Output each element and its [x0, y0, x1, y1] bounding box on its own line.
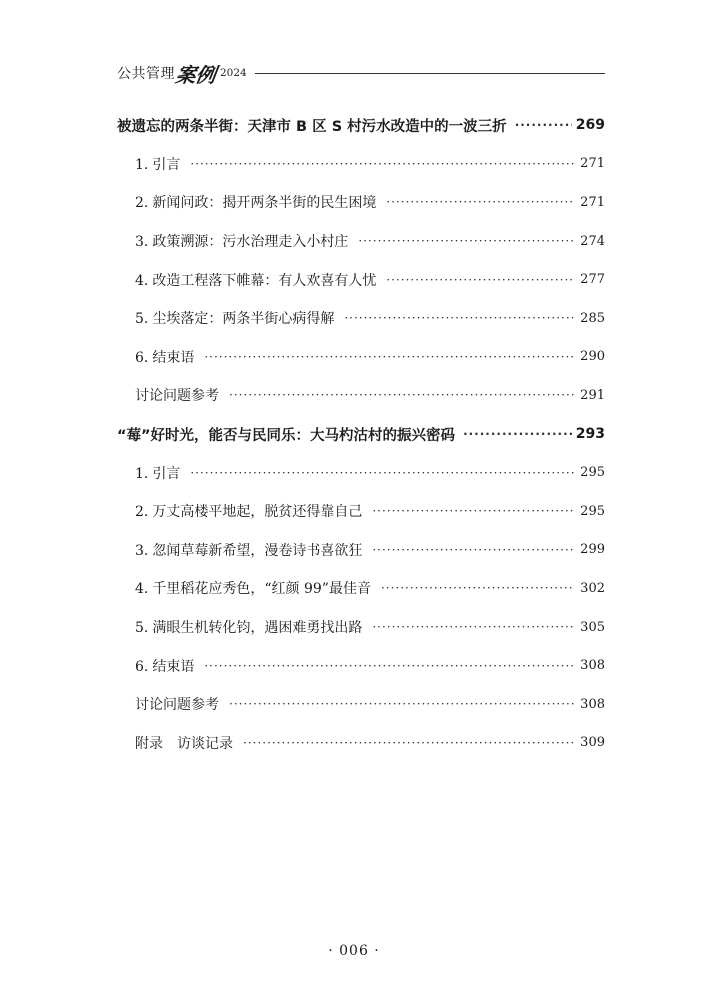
toc-entry-title [135, 578, 371, 598]
table-of-contents [117, 106, 605, 762]
toc-entry-text: 被遗忘的两条半街：天津市 B 区 S 村污水改造中的一波三折 [117, 118, 507, 135]
toc-entry-title [135, 308, 334, 328]
toc-entry-title [135, 617, 362, 637]
toc-entry-text: 新闻问政：揭开两条半街的民生困境 [152, 195, 377, 212]
leader-dots [243, 736, 574, 750]
series-title-stylized: 案例 [174, 62, 218, 87]
toc-case-entry[interactable] [117, 415, 605, 454]
series-year: 2024 [220, 67, 247, 79]
toc-entry-page: 308 [580, 696, 605, 712]
running-header [117, 60, 605, 86]
toc-entry-page: 271 [580, 194, 605, 210]
toc-entry[interactable] [117, 453, 605, 492]
toc-entry-title [135, 656, 194, 676]
leader-dots [190, 466, 574, 480]
toc-entry-number: 1. [135, 465, 149, 482]
toc-entry-title [135, 463, 180, 483]
toc-entry-number: 5. [135, 620, 149, 637]
leader-dots [515, 118, 572, 132]
toc-entry-title [135, 192, 376, 212]
toc-entry-title [135, 733, 233, 753]
toc-entry-title [117, 424, 455, 445]
toc-entry[interactable] [117, 145, 605, 184]
toc-entry[interactable] [117, 299, 605, 338]
toc-entry-text: 结束语 [152, 658, 195, 675]
leader-dots [372, 504, 574, 518]
toc-entry-number: 3. [135, 234, 149, 251]
leader-dots [204, 659, 574, 673]
toc-entry-text: 引言 [152, 465, 181, 482]
toc-entry[interactable] [117, 376, 605, 415]
series-title: 公共管理 [117, 66, 175, 82]
leader-dots [229, 388, 574, 402]
toc-entry-title [135, 694, 219, 714]
toc-entry[interactable] [117, 569, 605, 608]
toc-entry-page: 309 [580, 735, 605, 751]
header-rule [255, 73, 605, 74]
leader-dots [229, 697, 574, 711]
toc-entry-text: 讨论问题参考 [135, 697, 219, 714]
toc-entry-page: 302 [580, 580, 605, 596]
leader-dots [344, 311, 574, 325]
toc-entry-text: 附录 访谈记录 [135, 735, 233, 752]
leader-dots [463, 427, 572, 441]
toc-entry-number: 2. [135, 195, 149, 212]
toc-entry-title [135, 347, 194, 367]
toc-entry-text: 尘埃落定：两条半街心病得解 [152, 311, 335, 328]
toc-entry-text: “莓”好时光，能否与民同乐：大马杓沽村的振兴密码 [117, 427, 456, 444]
toc-entry[interactable] [117, 338, 605, 377]
toc-entry-title [135, 154, 180, 174]
toc-entry-number: 2. [135, 504, 149, 521]
toc-entry[interactable] [117, 222, 605, 261]
toc-entry-page: 293 [575, 426, 605, 443]
toc-entry-text: 政策溯源：污水治理走入小村庄 [152, 234, 349, 251]
toc-entry[interactable] [117, 685, 605, 724]
toc-entry-title [135, 270, 376, 290]
toc-entry-text: 讨论问题参考 [135, 388, 219, 405]
toc-entry-title [135, 501, 362, 521]
leader-dots [381, 581, 574, 595]
toc-entry-number: 6. [135, 658, 149, 675]
toc-entry-title [135, 540, 362, 560]
toc-entry[interactable] [117, 608, 605, 647]
toc-entry[interactable] [117, 492, 605, 531]
toc-entry-page: 295 [580, 465, 605, 481]
toc-entry-page: 285 [580, 310, 605, 326]
toc-entry-title [135, 385, 219, 405]
toc-entry[interactable] [117, 183, 605, 222]
page-number: · 006 · [328, 943, 380, 959]
toc-entry-number: 1. [135, 156, 149, 173]
toc-entry-title [135, 231, 348, 251]
toc-entry-text: 万丈高楼平地起，脱贫还得靠自己 [152, 504, 363, 521]
toc-entry-number: 5. [135, 311, 149, 328]
toc-entry-page: 271 [580, 156, 605, 172]
toc-entry-page: 291 [580, 387, 605, 403]
leader-dots [372, 543, 574, 557]
toc-entry-page: 299 [580, 542, 605, 558]
toc-entry-text: 改造工程落下帷幕：有人欢喜有人忧 [152, 272, 377, 289]
leader-dots [372, 620, 574, 634]
toc-entry-text: 结束语 [152, 349, 195, 366]
toc-entry-page: 290 [580, 349, 605, 365]
toc-entry-page: 269 [575, 117, 605, 134]
toc-entry-number: 4. [135, 581, 149, 598]
toc-entry-number: 4. [135, 272, 149, 289]
leader-dots [358, 234, 574, 248]
toc-entry-text: 千里稻花应秀色，“红颜 99”最佳音 [152, 581, 371, 598]
toc-entry-page: 295 [580, 503, 605, 519]
toc-entry[interactable] [117, 531, 605, 570]
toc-entry-text: 引言 [152, 156, 181, 173]
toc-entry-page: 305 [580, 619, 605, 635]
toc-entry-text: 满眼生机转化钧，遇困难勇找出路 [152, 620, 363, 637]
toc-entry[interactable] [117, 724, 605, 763]
toc-entry-page: 274 [580, 233, 605, 249]
toc-case-entry[interactable] [117, 106, 605, 145]
leader-dots [386, 195, 574, 209]
leader-dots [204, 350, 574, 364]
toc-entry[interactable] [117, 260, 605, 299]
leader-dots [190, 157, 574, 171]
toc-entry-page: 277 [580, 272, 605, 288]
toc-entry-text: 忽闻草莓新希望，漫卷诗书喜欲狂 [152, 542, 363, 559]
toc-entry-number: 6. [135, 349, 149, 366]
toc-entry[interactable] [117, 646, 605, 685]
leader-dots [386, 273, 574, 287]
toc-entry-title [117, 115, 507, 136]
toc-entry-number: 3. [135, 542, 149, 559]
toc-entry-page: 308 [580, 658, 605, 674]
